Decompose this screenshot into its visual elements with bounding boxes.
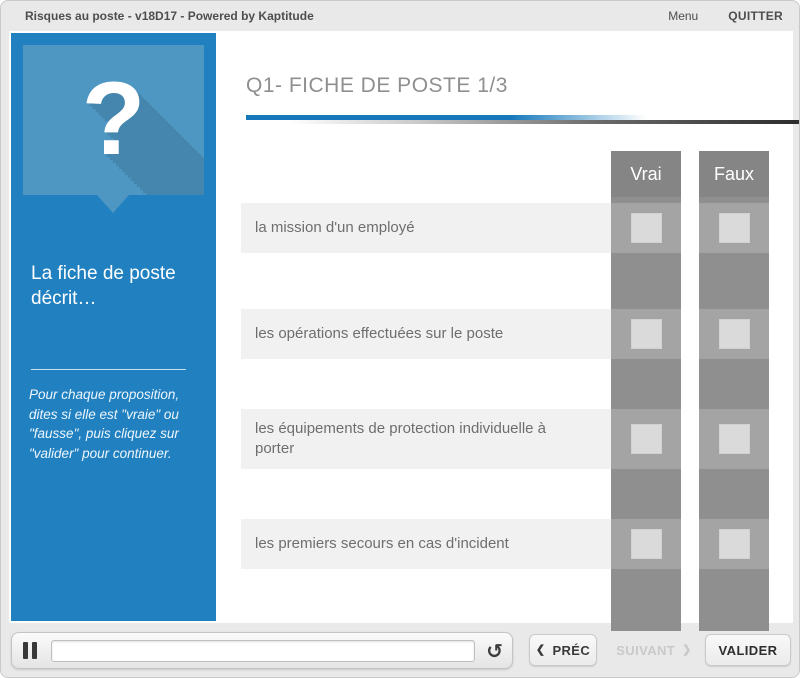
proposition-row xyxy=(241,309,611,359)
checkbox-faux-2[interactable] xyxy=(719,319,750,349)
proposition-row xyxy=(241,519,611,569)
question-mark-icon: ? xyxy=(81,61,146,177)
column-faux xyxy=(699,151,769,631)
sidebar-instructions: Pour chaque proposition, dites si elle est "vraie" ou "fausse", puis cliquez sur "valider" pour continuer. xyxy=(29,387,180,461)
column-body-faux xyxy=(699,197,769,631)
answer-cell xyxy=(611,203,681,253)
column-vrai xyxy=(611,151,681,631)
quit-button[interactable]: QUITTER xyxy=(728,9,783,23)
chevron-right-icon: ❯ xyxy=(682,643,692,656)
question-prompt: La fiche de poste décrit… xyxy=(31,263,176,310)
validate-button[interactable] xyxy=(705,634,791,666)
checkbox-vrai-3[interactable] xyxy=(631,424,662,454)
proposition-label: les équipements de protection individuelle à porter xyxy=(255,419,547,457)
menu-button[interactable]: Menu xyxy=(668,9,699,23)
speech-bubble-tail xyxy=(97,195,129,213)
progress-bar[interactable] xyxy=(51,640,475,662)
validate-label: VALIDER xyxy=(718,642,778,658)
replay-button[interactable] xyxy=(486,638,503,663)
window-title: Risques au poste - v18D17 - Powered by Kaptitude xyxy=(25,9,314,23)
top-bar xyxy=(1,1,799,31)
replay-icon: ↺ xyxy=(486,638,503,663)
next-button[interactable] xyxy=(609,634,699,666)
proposition-row xyxy=(241,409,611,469)
column-header-vrai: Vrai xyxy=(611,151,681,197)
main-panel xyxy=(9,31,793,623)
proposition-row xyxy=(241,203,611,253)
column-body-vrai xyxy=(611,197,681,631)
answer-cell xyxy=(611,519,681,569)
chevron-left-icon: ❮ xyxy=(535,643,546,656)
next-label: SUIVANT xyxy=(616,642,676,658)
answer-cell xyxy=(699,409,769,469)
proposition-label: les opérations effectuées sur le poste xyxy=(255,324,504,342)
proposition-label: la mission d'un employé xyxy=(255,218,415,236)
top-bar-links xyxy=(668,1,783,31)
answer-cell xyxy=(611,409,681,469)
question-bubble xyxy=(23,45,204,195)
pause-icon xyxy=(32,642,37,659)
pause-button[interactable] xyxy=(21,639,39,663)
checkbox-vrai-2[interactable] xyxy=(631,319,662,349)
checkbox-faux-4[interactable] xyxy=(719,529,750,559)
prev-label: PRÉC xyxy=(552,642,591,658)
pause-icon xyxy=(23,642,28,659)
player-bar xyxy=(11,632,513,669)
proposition-label: les premiers secours en cas d'incident xyxy=(255,534,509,552)
answer-cell xyxy=(699,309,769,359)
column-header-faux: Faux xyxy=(699,151,769,197)
checkbox-faux-3[interactable] xyxy=(719,424,750,454)
checkbox-vrai-1[interactable] xyxy=(631,213,662,243)
sidebar xyxy=(11,33,216,621)
prev-button[interactable] xyxy=(529,634,597,666)
checkbox-vrai-4[interactable] xyxy=(631,529,662,559)
title-underline-dark xyxy=(289,120,799,124)
answer-cell xyxy=(611,309,681,359)
page-title: Q1- FICHE DE POSTE 1/3 xyxy=(246,74,508,97)
answer-cell xyxy=(699,203,769,253)
sidebar-divider xyxy=(31,369,186,370)
checkbox-faux-1[interactable] xyxy=(719,213,750,243)
answer-cell xyxy=(699,519,769,569)
